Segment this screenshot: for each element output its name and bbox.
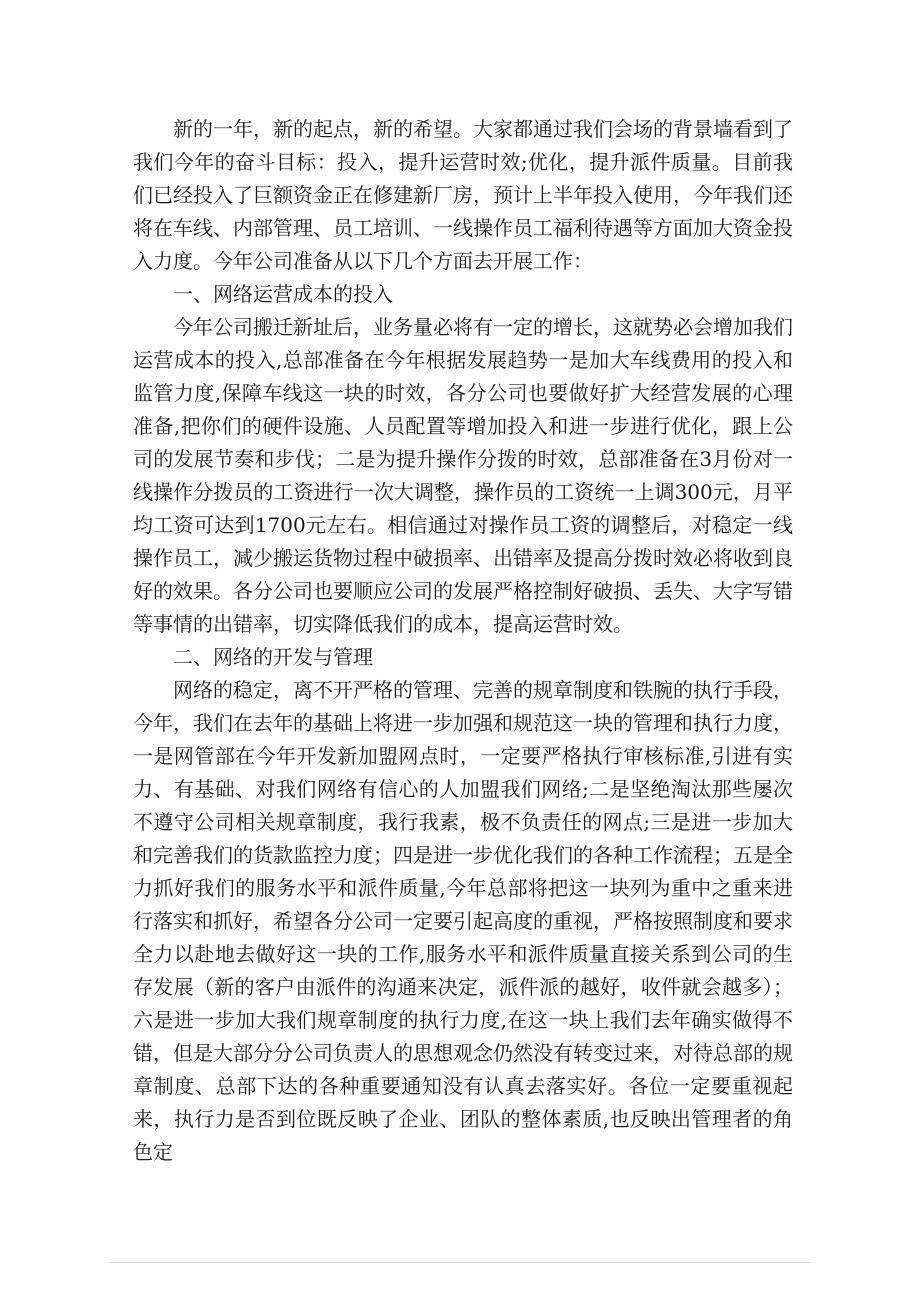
heading-network-cost: 一、网络运营成本的投入 <box>173 282 393 306</box>
heading-network-development: 二、网络的开发与管理 <box>173 645 373 669</box>
paragraph-network-development: 网络的稳定，离不开严格的管理、完善的规章制度和铁腕的执行手段，今年，我们在去年的基础上将进一步加强和规范这一块的管理和执行力度，一是网管部在今年开发新加盟网点时，一定要严格执行审核标准,引进有实力、有基础、对我们网络有信心的人加盟我们网络;二是坚绝淘汰那些屡次不遵守公司相关规章制度，我行我素，极不负责任的网点;三是进一步加大和完善我们的货款监控力度；四是进一步优化我们的各种工作流程；五是全力抓好我们的服务水平和派件质量,今年总部将把这一块列为重中之重来进行落实和抓好，希望各分公司一定要引起高度的重视，严格按照制度和要求全力以赴地去做好这一块的工作,服务水平和派件质量直接关系到公司的生存发展（新的客户由派件的沟通来决定，派件派的越好，收件就会越多）；六是进一步加大我们规章制度的执行力度,在这一块上我们去年确实做得不错，但是大部分分公司负责人的思想观念仍然没有转变过来，对待总部的规章制度、总部下达的各种重要通知没有认真去落实好。各位一定要重视起来，执行力是否到位既反映了企业、团队的整体素质,也反映出管理者的角色定 <box>133 678 793 1164</box>
paragraph-network-cost: 今年公司搬迁新址后，业务量必将有一定的增长，这就势必会增加我们运营成本的投入,总部准备在今年根据发展趋势一是加大车线费用的投入和监管力度,保障车线这一块的时效，各分公司也要做好扩大经营发展的心理准备,把你们的硬件设施、人员配置等增加投入和进一步进行优化，跟上公司的发展节奏和步伐；二是为提升操作分拨的时效，总部准备在3月份对一线操作分拨员的工资进行一次大调整，操作员的工资统一上调300元，月平均工资可达到1700元左右。相信通过对操作员工资的调整后，对稳定一线操作员工，减少搬运货物过程中破损率、出错率及提高分拨时效必将收到良好的效果。各分公司也要顺应公司的发展严格控制好破损、丢失、大字写错等事情的出错率，切实降低我们的成本，提高运营时效。 <box>133 315 793 636</box>
paragraph-intro: 新的一年，新的起点，新的希望。大家都通过我们会场的背景墙看到了我们今年的奋斗目标：投入，提升运营时效;优化，提升派件质量。目前我们已经投入了巨额资金正在修建新厂房，预计上半年投入使用，今年我们还将在车线、内部管理、员工培训、一线操作员工福利待遇等方面加大资金投入力度。今年公司准备从以下几个方面去开展工作： <box>133 117 793 273</box>
page-bottom-divider <box>110 1262 810 1263</box>
document-body <box>133 113 793 1169</box>
